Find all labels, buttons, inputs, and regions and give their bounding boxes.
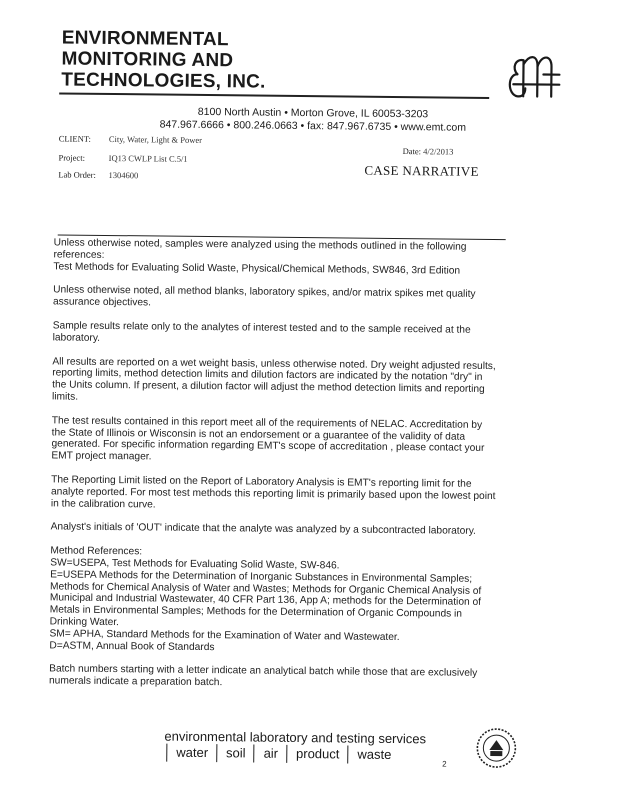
- lab-order-value: 1304600: [108, 170, 138, 180]
- footer-tagline: environmental laboratory and testing services: [164, 729, 426, 747]
- paragraph-reporting-limit: The Reporting Limit listed on the Report of Laboratory Analysis is EMT's reporting limit for the analyte reported. For most test methods this reporting limit is primarily based upon the lowest point in the calibration curve.: [51, 474, 497, 514]
- paragraph-nelac: The test results contained in this report meet all of the requirements of NELAC. Accreditation by the State of Illinois or Wisconsin is not an endorsement or a guarantee of the validity of data generated. For specific information regarding EMT's scope of accreditation , please contact your EMT project manager.: [51, 415, 497, 467]
- reference-text: Test Methods for Evaluating Solid Waste, Physical/Chemical Methods, SW846, 3rd Edition: [53, 261, 460, 276]
- service-waste: waste: [347, 746, 399, 765]
- paragraph-weight-basis: All results are reported on a wet weight basis, unless otherwise noted. Dry weight adjusted results, reporting limits, method detection limits and dilution factors are indicated by the notation "dry" in the Units column. If present, a dilution factor will adjust the method detection limits and reporting limits.: [52, 356, 498, 408]
- narrative-body: [49, 237, 500, 704]
- project-label: Project:: [58, 152, 106, 163]
- paragraph-sample: Sample results relate only to the analytes of interest tested and to the sample received at the laboratory.: [53, 320, 499, 348]
- paragraph-qa: Unless otherwise noted, all method blanks, laboratory spikes, and/or matrix spikes met quality assurance objectives.: [53, 285, 499, 313]
- lab-order-row: [58, 169, 138, 180]
- date-label: Date:: [403, 146, 422, 156]
- page-title: CASE NARRATIVE: [364, 163, 479, 180]
- client-row: [59, 133, 202, 145]
- company-name-line-3: TECHNOLOGIES, INC.: [61, 69, 265, 92]
- client-label: CLIENT:: [59, 133, 107, 144]
- page-number: 2: [442, 760, 447, 769]
- paragraph-references: [53, 237, 499, 277]
- paragraph-batch: Batch numbers starting with a letter indicate an analytical batch while those that are exclusively numerals indicate a preparation batch.: [49, 664, 495, 692]
- emt-logo-icon: [503, 44, 564, 105]
- service-soil: soil: [216, 744, 254, 762]
- references-heading: Method References:: [50, 546, 496, 562]
- service-air: air: [254, 745, 287, 763]
- reference-d: D=ASTM, Annual Book of Standards: [49, 640, 495, 656]
- project-row: [58, 152, 187, 163]
- method-references: [49, 546, 496, 657]
- company-name-line-2: MONITORING AND: [61, 48, 265, 71]
- accreditation-seal-icon: [474, 726, 518, 770]
- reference-sw: SW=USEPA, Test Methods for Evaluating Solid Waste, SW-846.: [50, 557, 496, 573]
- service-water: water: [166, 744, 216, 763]
- lab-order-label: Lab Order:: [58, 169, 106, 180]
- address-line: 8100 North Austin • Morton Grove, IL 60053-3203: [133, 105, 493, 122]
- service-product: product: [286, 745, 348, 764]
- client-value: City, Water, Light & Power: [109, 134, 202, 145]
- header-rule: [59, 92, 489, 99]
- company-address: [133, 105, 493, 135]
- date-row: [403, 146, 454, 157]
- company-name: [61, 27, 266, 92]
- paragraph-analyst: Analyst's initials of 'OUT' indicate that the analyte was analyzed by a subcontracted laboratory.: [51, 522, 497, 538]
- reference-sm: SM= APHA, Standard Methods for the Examination of Water and Wastewater.: [49, 628, 495, 644]
- contact-line: 847.967.6666 • 800.246.0663 • fax: 847.967.6735 • www.emt.com: [133, 118, 493, 135]
- reference-e: E=USEPA Methods for the Determination of Inorganic Substances in Environmental Samples; Methods for Chemical Analysis of Water and Wastes; Methods for Organic Chemical Analysis of Municipal and Industrial Wastewater, 40 CFR Part 136, App A; methods for the Determination of Metals in Environmental Samples; Methods for the Determination of Organic Compounds in Drinking Water.: [50, 569, 497, 633]
- company-name-line-1: ENVIRONMENTAL: [62, 27, 266, 50]
- project-value: IQ13 CWLP List C.5/1: [109, 153, 188, 164]
- footer-services: [166, 744, 417, 765]
- paragraph-text: Unless otherwise noted, samples were analyzed using the methods outlined in the following references:: [53, 237, 466, 260]
- date-value: 4/2/2013: [423, 146, 453, 156]
